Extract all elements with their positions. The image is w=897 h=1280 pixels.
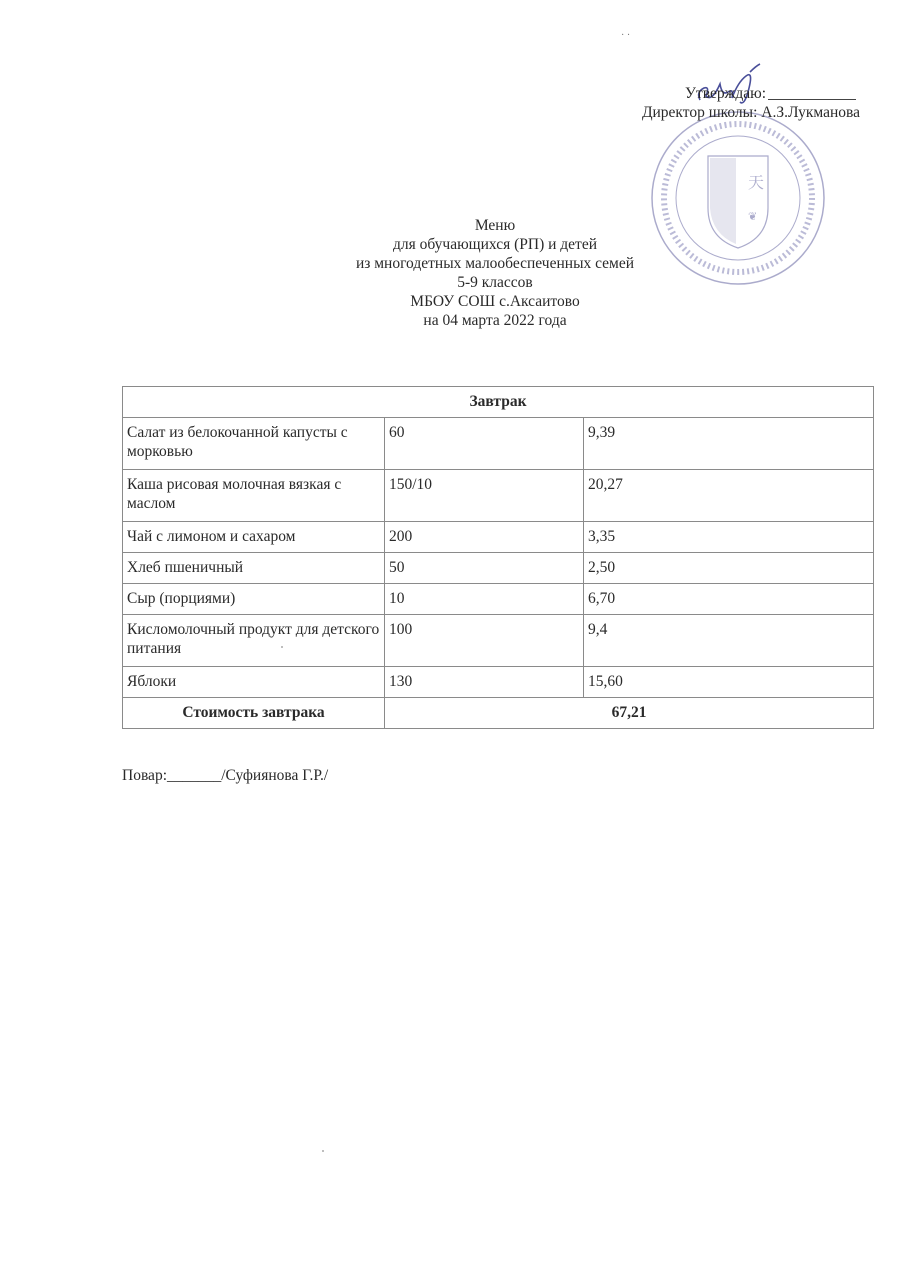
svg-text:❦: ❦ [748, 211, 758, 223]
scan-dots: · · [621, 30, 631, 41]
dish-weight: 60 [385, 418, 584, 470]
page-title: Меню [474, 217, 516, 234]
subtitle-school: МБОУ СОШ с.Аксаитово [410, 293, 580, 310]
dish-price: 9,4 [584, 615, 874, 667]
dish-price: 6,70 [584, 584, 874, 615]
section-header-row [123, 387, 874, 418]
dish-price: 2,50 [584, 553, 874, 584]
total-row [123, 698, 874, 729]
table-row [123, 522, 874, 553]
dish-weight: 50 [385, 553, 584, 584]
table-row [123, 418, 874, 470]
table-row [123, 553, 874, 584]
dish-name: Салат из белокочанной капусты с морковью [123, 418, 385, 470]
dish-name: Яблоки [123, 667, 385, 698]
table-row [123, 615, 874, 667]
scan-speck [322, 1150, 324, 1152]
document-header [250, 216, 740, 330]
dish-name: Сыр (порциями) [123, 584, 385, 615]
dish-weight: 150/10 [385, 470, 584, 522]
subtitle-date: на 04 марта 2022 года [423, 312, 567, 329]
dish-name: Чай с лимоном и сахаром [123, 522, 385, 553]
dish-name: Кисломолочный продукт для детского питания [123, 615, 385, 667]
subtitle-audience: для обучающихся (РП) и детей [393, 236, 597, 253]
dish-name: Хлеб пшеничный [123, 553, 385, 584]
dish-weight: 100 [385, 615, 584, 667]
subtitle-grades: 5-9 классов [457, 274, 533, 291]
approval-block [560, 84, 860, 122]
dish-price: 15,60 [584, 667, 874, 698]
subtitle-families: из многодетных малообеспеченных семей [355, 255, 635, 272]
scan-speck [281, 646, 283, 648]
dish-price: 3,35 [584, 522, 874, 553]
total-label: Стоимость завтрака [123, 698, 385, 729]
director-line: Директор школы: А.З.Лукманова [641, 104, 860, 121]
approve-label: Утверждаю: [685, 85, 766, 102]
dish-weight: 200 [385, 522, 584, 553]
cook-signature-line: Повар:_______/Суфиянова Г.Р./ [122, 767, 329, 784]
section-title: Завтрак [123, 387, 874, 418]
dish-weight: 130 [385, 667, 584, 698]
total-value: 67,21 [385, 698, 874, 729]
signature-line [768, 99, 856, 100]
breakfast-menu-table [122, 386, 874, 729]
svg-text:天: 天 [748, 175, 765, 192]
table-row [123, 667, 874, 698]
dish-name: Каша рисовая молочная вязкая с маслом [123, 470, 385, 522]
dish-weight: 10 [385, 584, 584, 615]
dish-price: 20,27 [584, 470, 874, 522]
dish-price: 9,39 [584, 418, 874, 470]
table-row [123, 470, 874, 522]
table-row [123, 584, 874, 615]
